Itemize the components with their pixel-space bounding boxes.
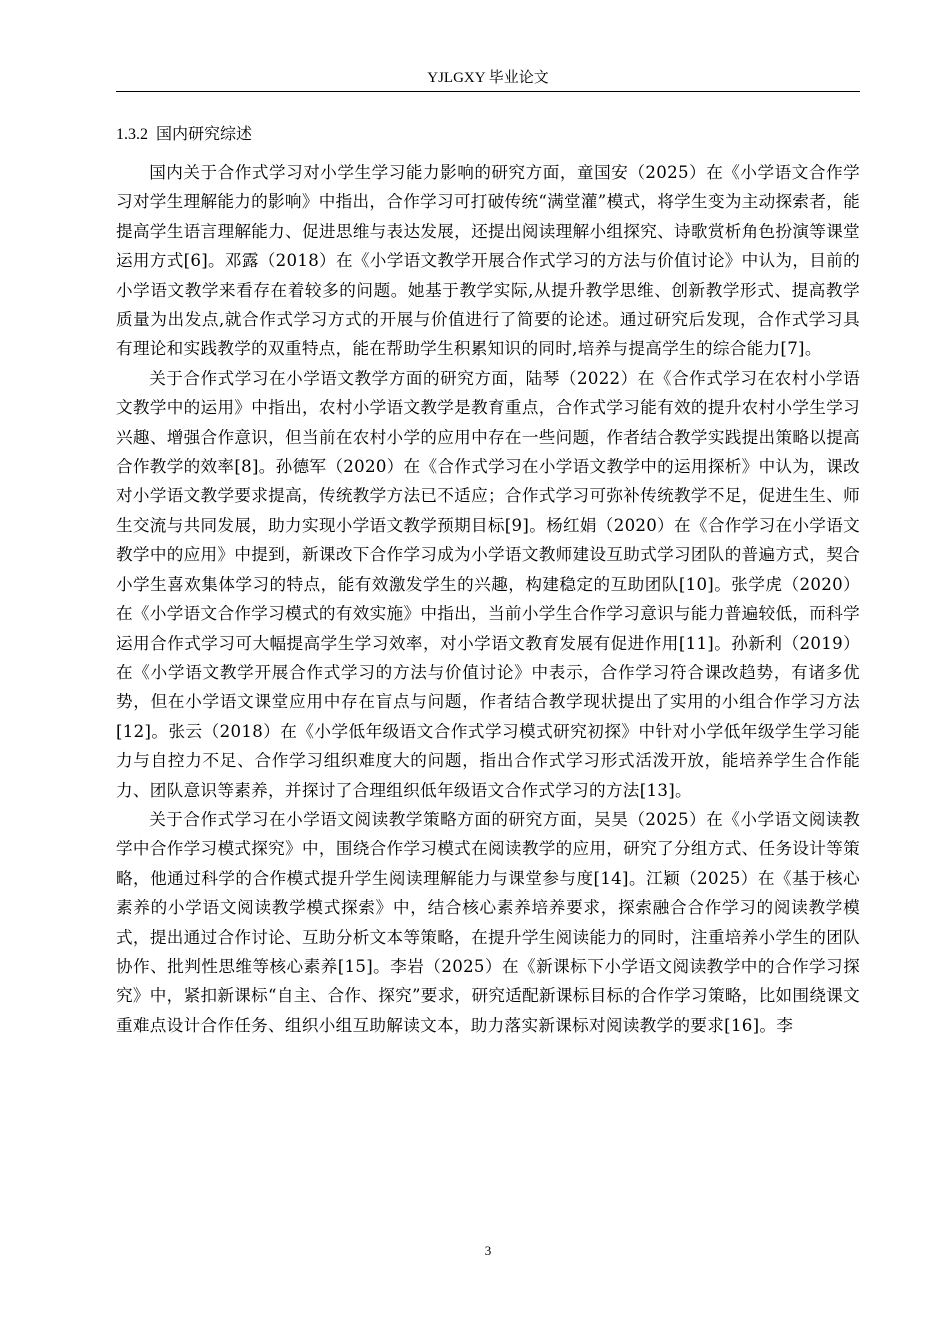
body-text xyxy=(116,158,860,1040)
section-heading xyxy=(116,124,252,145)
page-number: 3 xyxy=(484,1243,492,1258)
paragraph: 国内关于合作式学习对小学生学习能力影响的研究方面，童国安（2025）在《小学语文合作学习对学生理解能力的影响》中指出，合作学习可打破传统“满堂灌”模式，将学生变为主动探索者，能提高学生语言理解能力、促进思维与表达发展，还提出阅读理解小组探究、诗歌赏析角色扮演等课堂运用方式[6]。邓露（2018）在《小学语文教学开展合作式学习的方法与价值讨论》中认为，目前的小学语文教学来看存在着较多的问题。她基于教学实际,从提升教学思维、创新教学形式、提高教学质量为出发点,就合作式学习方式的开展与价值进行了简要的论述。通过研究后发现，合作式学习具有理论和实践教学的双重特点，能在帮助学生积累知识的同时,培养与提高学生的综合能力[7]。 xyxy=(116,163,860,359)
running-header: YJLGXY 毕业论文 xyxy=(427,70,549,86)
paragraph: 关于合作式学习在小学语文教学方面的研究方面，陆琴（2022）在《合作式学习在农村小学语文教学中的运用》中指出，农村小学语文教学是教育重点，合作式学习能有效的提升农村小学生学习兴趣、增强合作意识，但当前在农村小学的应用中存在一些问题，作者结合教学实践提出策略以提高合作教学的效率[8]。孙德军（2020）在《合作式学习在小学语文教学中的运用探析》中认为，课改对小学语文教学要求提高，传统教学方法已不适应；合作式学习可弥补传统教学不足，促进生生、师生交流与共同发展，助力实现小学语文教学预期目标[9]。杨红娟（2020）在《合作学习在小学语文教学中的应用》中提到，新课改下合作学习成为小学语文教师建设互助式学习团队的普遍方式，契合小学生喜欢集体学习的特点，能有效激发学生的兴趣，构建稳定的互助团队[10]。张学虎（2020）在《小学语文合作学习模式的有效实施》中指出，当前小学生合作学习意识与能力普遍较低，而科学运用合作式学习可大幅提高学生学习效率，对小学语文教育发展有促进作用[11]。孙新利（2019）在《小学语文教学开展合作式学习的方法与价值讨论》中表示，合作学习符合课改趋势，有诸多优势，但在小学语文课堂应用中存在盲点与问题，作者结合教学现状提出了实用的小组合作学习方法[12]。张云（2018）在《小学低年级语文合作式学习模式研究初探》中针对小学低年级学生学习能力与自控力不足、合作学习组织难度大的问题，指出合作式学习形式活泼开放，能培养学生合作能力、团队意识等素养，并探讨了合理组织低年级语文合作式学习的方法[13]。 xyxy=(116,368,860,800)
header-divider xyxy=(116,91,860,92)
section-number: 1.3.2 xyxy=(116,126,148,143)
section-title: 国内研究综述 xyxy=(156,124,253,143)
paragraph: 关于合作式学习在小学语文阅读教学策略方面的研究方面，吴昊（2025）在《小学语文阅读教学中合作学习模式探究》中，围绕合作学习模式在阅读教学的应用，研究了分组方式、任务设计等策略，他通过科学的合作模式提升学生阅读理解能力与课堂参与度[14]。江颖（2025）在《基于核心素养的小学语文阅读教学模式探索》中，结合核心素养培养要求，探索融合合作学习的阅读教学模式，提出通过合作讨论、互助分析文本等策略，在提升学生阅读能力的同时，注重培养小学生的团队协作、批判性思维等核心素养[15]。李岩（2025）在《新课标下小学语文阅读教学中的合作学习探究》中，紧扣新课标“自主、合作、探究”要求，研究适配新课标目标的合作学习策略，比如围绕课文重难点设计合作任务、组织小组互助解读文本，助力落实新课标对阅读教学的要求[16]。李 xyxy=(116,809,860,1035)
